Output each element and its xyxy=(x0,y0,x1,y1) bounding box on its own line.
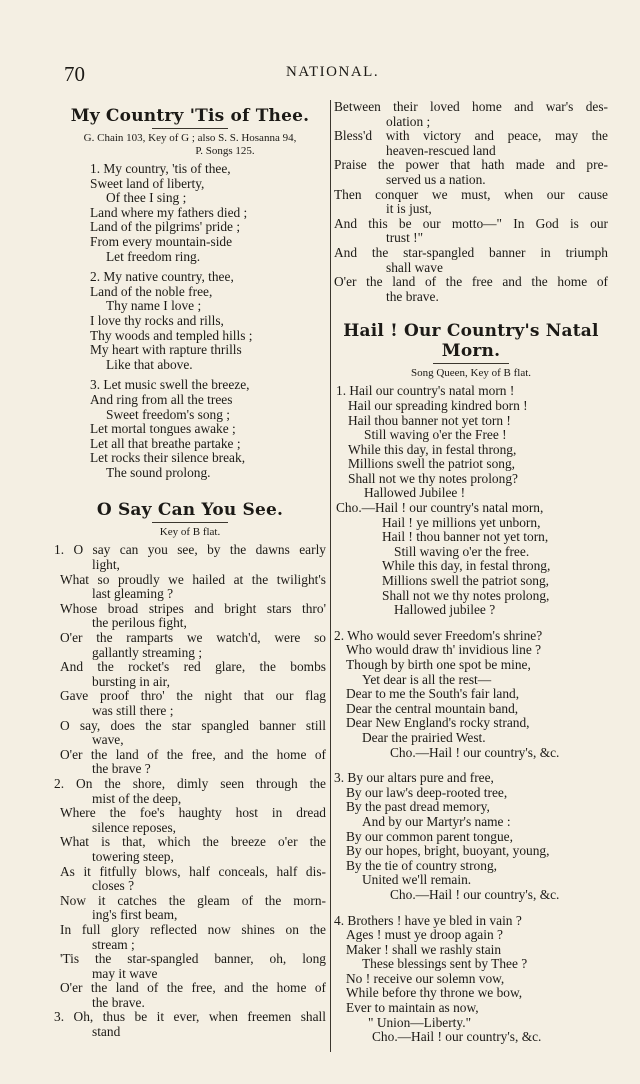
verse-line: Bless'd with victory and peace, may the xyxy=(334,128,608,144)
verse-line: 3. By our altars pure and free, xyxy=(334,770,494,786)
song-meta: Song Queen, Key of B flat. xyxy=(410,367,532,380)
verse-line: 2. On the shore, dimly seen through the xyxy=(54,775,326,791)
song-title: O Say Can You See. xyxy=(96,500,284,521)
running-head: NATIONAL. xyxy=(286,64,380,80)
verse-line: Thy name I love ; xyxy=(106,298,202,314)
title-underline xyxy=(152,522,228,523)
verse-line: Who would draw th' invidious line ? xyxy=(346,642,542,658)
verse-line: And by our Martyr's name : xyxy=(362,813,511,829)
verse-line: wave, xyxy=(92,732,124,748)
verse-line: Whose broad stripes and bright stars thro' xyxy=(60,600,326,616)
chorus-line: Hail ! ye millions yet unborn, xyxy=(382,514,541,530)
verse-line: O say, does the star spangled banner still xyxy=(60,717,326,733)
verse-line: Then conquer we must, when our cause xyxy=(334,186,608,202)
verse-line: mist of the deep, xyxy=(92,790,182,806)
verse-line: Praise the power that hath made and pre- xyxy=(334,157,608,173)
verse-line: Shall not we thy notes prolong? xyxy=(348,470,518,486)
page-number: 70 xyxy=(64,62,85,86)
verse-line: Maker ! shall we rashly stain xyxy=(346,941,502,957)
verse-line: By the past dread memory, xyxy=(346,799,490,815)
verse-line: last gleaming ? xyxy=(92,586,174,602)
verse-line: And the rocket's red glare, the bombs xyxy=(60,659,326,675)
verse-line: Dear the prairied West. xyxy=(362,729,486,745)
title-underline xyxy=(152,128,228,129)
verse-line: Now it catches the gleam of the morn- xyxy=(60,892,326,908)
verse-line: Of thee I sing ; xyxy=(106,190,187,206)
verse-line: No ! receive our solemn vow, xyxy=(346,970,505,986)
verse-line: Dear the central mountain band, xyxy=(346,700,519,716)
verse-line: By our common parent tongue, xyxy=(346,828,513,844)
verse-line: 1. My country, 'tis of thee, xyxy=(90,161,231,176)
verse-line: O'er the ramparts we watch'd, were so xyxy=(60,630,326,646)
verse-line: These blessings sent by Thee ? xyxy=(362,956,528,972)
verse-line: Still waving o'er the Free ! xyxy=(364,427,507,443)
verse-line: And ring from all the trees xyxy=(90,391,233,407)
verse-line: Hallowed Jubilee ! xyxy=(364,485,466,501)
chorus-line: Hallowed jubilee ? xyxy=(394,602,496,618)
song-title: Hail ! Our Country's Natal Morn. xyxy=(343,321,599,362)
verse-line: Sweet land of liberty, xyxy=(90,175,205,191)
verse-line: O'er the land of the free and the home of xyxy=(334,274,608,290)
verse-line: the brave. xyxy=(386,288,439,304)
verse-line: And this be our motto—" In God is our xyxy=(334,215,608,231)
verse-line: Yet dear is all the rest— xyxy=(362,671,492,687)
verse-line: As it fitfully blows, half conceals, half dis- xyxy=(60,863,326,879)
verse-line: shall wave xyxy=(386,259,443,275)
verse-line: it is just, xyxy=(386,201,432,217)
right-column xyxy=(334,100,608,1045)
verse-line: While before thy throne we bow, xyxy=(346,985,523,1001)
verse-line: By our law's deep-rooted tree, xyxy=(346,784,508,800)
verse-line: Dear New England's rocky strand, xyxy=(346,715,530,731)
verse-line: Thy woods and templed hills ; xyxy=(90,327,253,343)
verse-line: 3. Oh, thus be it ever, when freemen shall xyxy=(54,1009,326,1025)
chorus-line: Millions swell the patriot song, xyxy=(382,573,550,589)
verse-line: bursting in air, xyxy=(92,673,170,689)
chorus-ref: Cho.—Hail ! our country's, &c. xyxy=(372,1029,542,1045)
verse-line: may it wave xyxy=(92,965,158,981)
chorus-ref: Cho.—Hail ! our country's, &c. xyxy=(390,886,560,902)
verse-line: Land where my fathers died ; xyxy=(90,204,248,220)
song-meta: G. Chain 103, Key of G ; also S. S. Hosanna 94, xyxy=(83,132,297,144)
verse-line: was still there ; xyxy=(92,703,174,718)
song-title: My Country 'Tis of Thee. xyxy=(70,106,310,126)
verse-line: the brave. xyxy=(92,994,145,1010)
verse-line: Land of the pilgrims' pride ; xyxy=(90,219,241,235)
verse-line: 2. Who would sever Freedom's shrine? xyxy=(334,627,543,643)
verse-line: the brave ? xyxy=(92,761,151,777)
verse-line: Sweet freedom's song ; xyxy=(106,406,231,422)
verse-line: I love thy rocks and rills, xyxy=(90,312,224,328)
verse-line: served us a nation. xyxy=(386,171,486,187)
verse-line: Gave proof thro' the night that our flag xyxy=(60,688,326,704)
verse-line: towering steep, xyxy=(92,848,174,864)
verse-line: By the tie of country strong, xyxy=(346,857,497,873)
chorus-ref: Cho.—Hail ! our country's, &c. xyxy=(390,744,560,760)
left-column xyxy=(54,100,326,1040)
verse-line: closes ? xyxy=(92,878,135,894)
verse-line: From every mountain-side xyxy=(90,233,233,249)
verse-line: stand xyxy=(92,1024,121,1040)
verse-line: The sound prolong. xyxy=(106,464,211,480)
verse-line: trust !" xyxy=(386,230,424,246)
verse-line: O'er the land of the free, and the home of xyxy=(60,980,326,996)
verse-line: 4. Brothers ! have ye bled in vain ? xyxy=(334,912,522,928)
verse-line: Let all that breathe partake ; xyxy=(90,435,241,451)
verse-line: Though by birth one spot be mine, xyxy=(346,657,531,672)
verse-line: My heart with rapture thrills xyxy=(90,342,242,358)
title-underline xyxy=(433,363,509,364)
verse-line: 1. O say can you see, by the dawns early xyxy=(54,542,326,558)
song-meta: P. Songs 125. xyxy=(195,145,255,157)
verse-line: What is that, which the breeze o'er the xyxy=(60,834,326,850)
verse-line: Between their loved home and war's des- xyxy=(334,99,608,114)
verse-line: Hail our spreading kindred born ! xyxy=(348,397,528,413)
verse-line: 'Tis the star-spangled banner, oh, long xyxy=(60,951,326,967)
chorus-line: Shall not we thy notes prolong, xyxy=(382,587,550,603)
song-meta: Key of B flat. xyxy=(159,526,221,539)
verse-line: Land of the noble free, xyxy=(90,283,213,299)
chorus-line: Cho.—Hail ! our country's natal morn, xyxy=(336,500,544,516)
verse-line: While this day, in festal throng, xyxy=(348,441,517,457)
verse-line: ing's first beam, xyxy=(92,907,178,923)
verse-line: Ever to maintain as now, xyxy=(346,1000,479,1016)
verse-line: O'er the land of the free, and the home of xyxy=(60,746,326,762)
verse-line: What so proudly we hailed at the twilight's xyxy=(60,571,326,587)
verse-line: gallantly streaming ; xyxy=(92,644,203,660)
verse-line: By our hopes, bright, buoyant, young, xyxy=(346,843,550,859)
verse-line: the perilous fight, xyxy=(92,615,187,631)
verse-line: Let freedom ring. xyxy=(106,248,201,264)
verse-line: Millions swell the patriot song, xyxy=(348,456,516,472)
verse-line: Like that above. xyxy=(106,356,193,372)
verse-line: United we'll remain. xyxy=(362,872,472,888)
chorus-line: While this day, in festal throng, xyxy=(382,558,551,574)
chorus-line: Hail ! thou banner not yet torn, xyxy=(382,529,549,545)
verse-line: " Union—Liberty." xyxy=(368,1014,472,1030)
column-divider xyxy=(330,100,331,1052)
verse-line: Dear to me the South's fair land, xyxy=(346,686,520,702)
chorus-line: Still waving o'er the free. xyxy=(394,543,530,559)
verse-line: silence reposes, xyxy=(92,819,177,835)
verse-line: light, xyxy=(92,557,120,573)
verse-line: In full glory reflected now shines on the xyxy=(60,921,326,937)
verse-line: Ages ! must ye droop again ? xyxy=(346,927,503,943)
verse-line: 3. Let music swell the breeze, xyxy=(90,377,250,393)
verse-line: Let rocks their silence break, xyxy=(90,450,246,466)
verse-line: olation ; xyxy=(386,113,431,129)
verse-line: heaven-rescued land xyxy=(386,142,496,158)
verse-line: Where the foe's haughty host in dread xyxy=(60,805,326,821)
verse-line: And the star-spangled banner in triumph xyxy=(334,244,608,260)
verse-line: Let mortal tongues awake ; xyxy=(90,421,236,437)
verse-line: Hail thou banner not yet torn ! xyxy=(348,412,511,428)
verse-line: 2. My native country, thee, xyxy=(90,269,234,285)
verse-line: stream ; xyxy=(92,936,135,952)
verse-line: 1. Hail our country's natal morn ! xyxy=(336,383,515,399)
